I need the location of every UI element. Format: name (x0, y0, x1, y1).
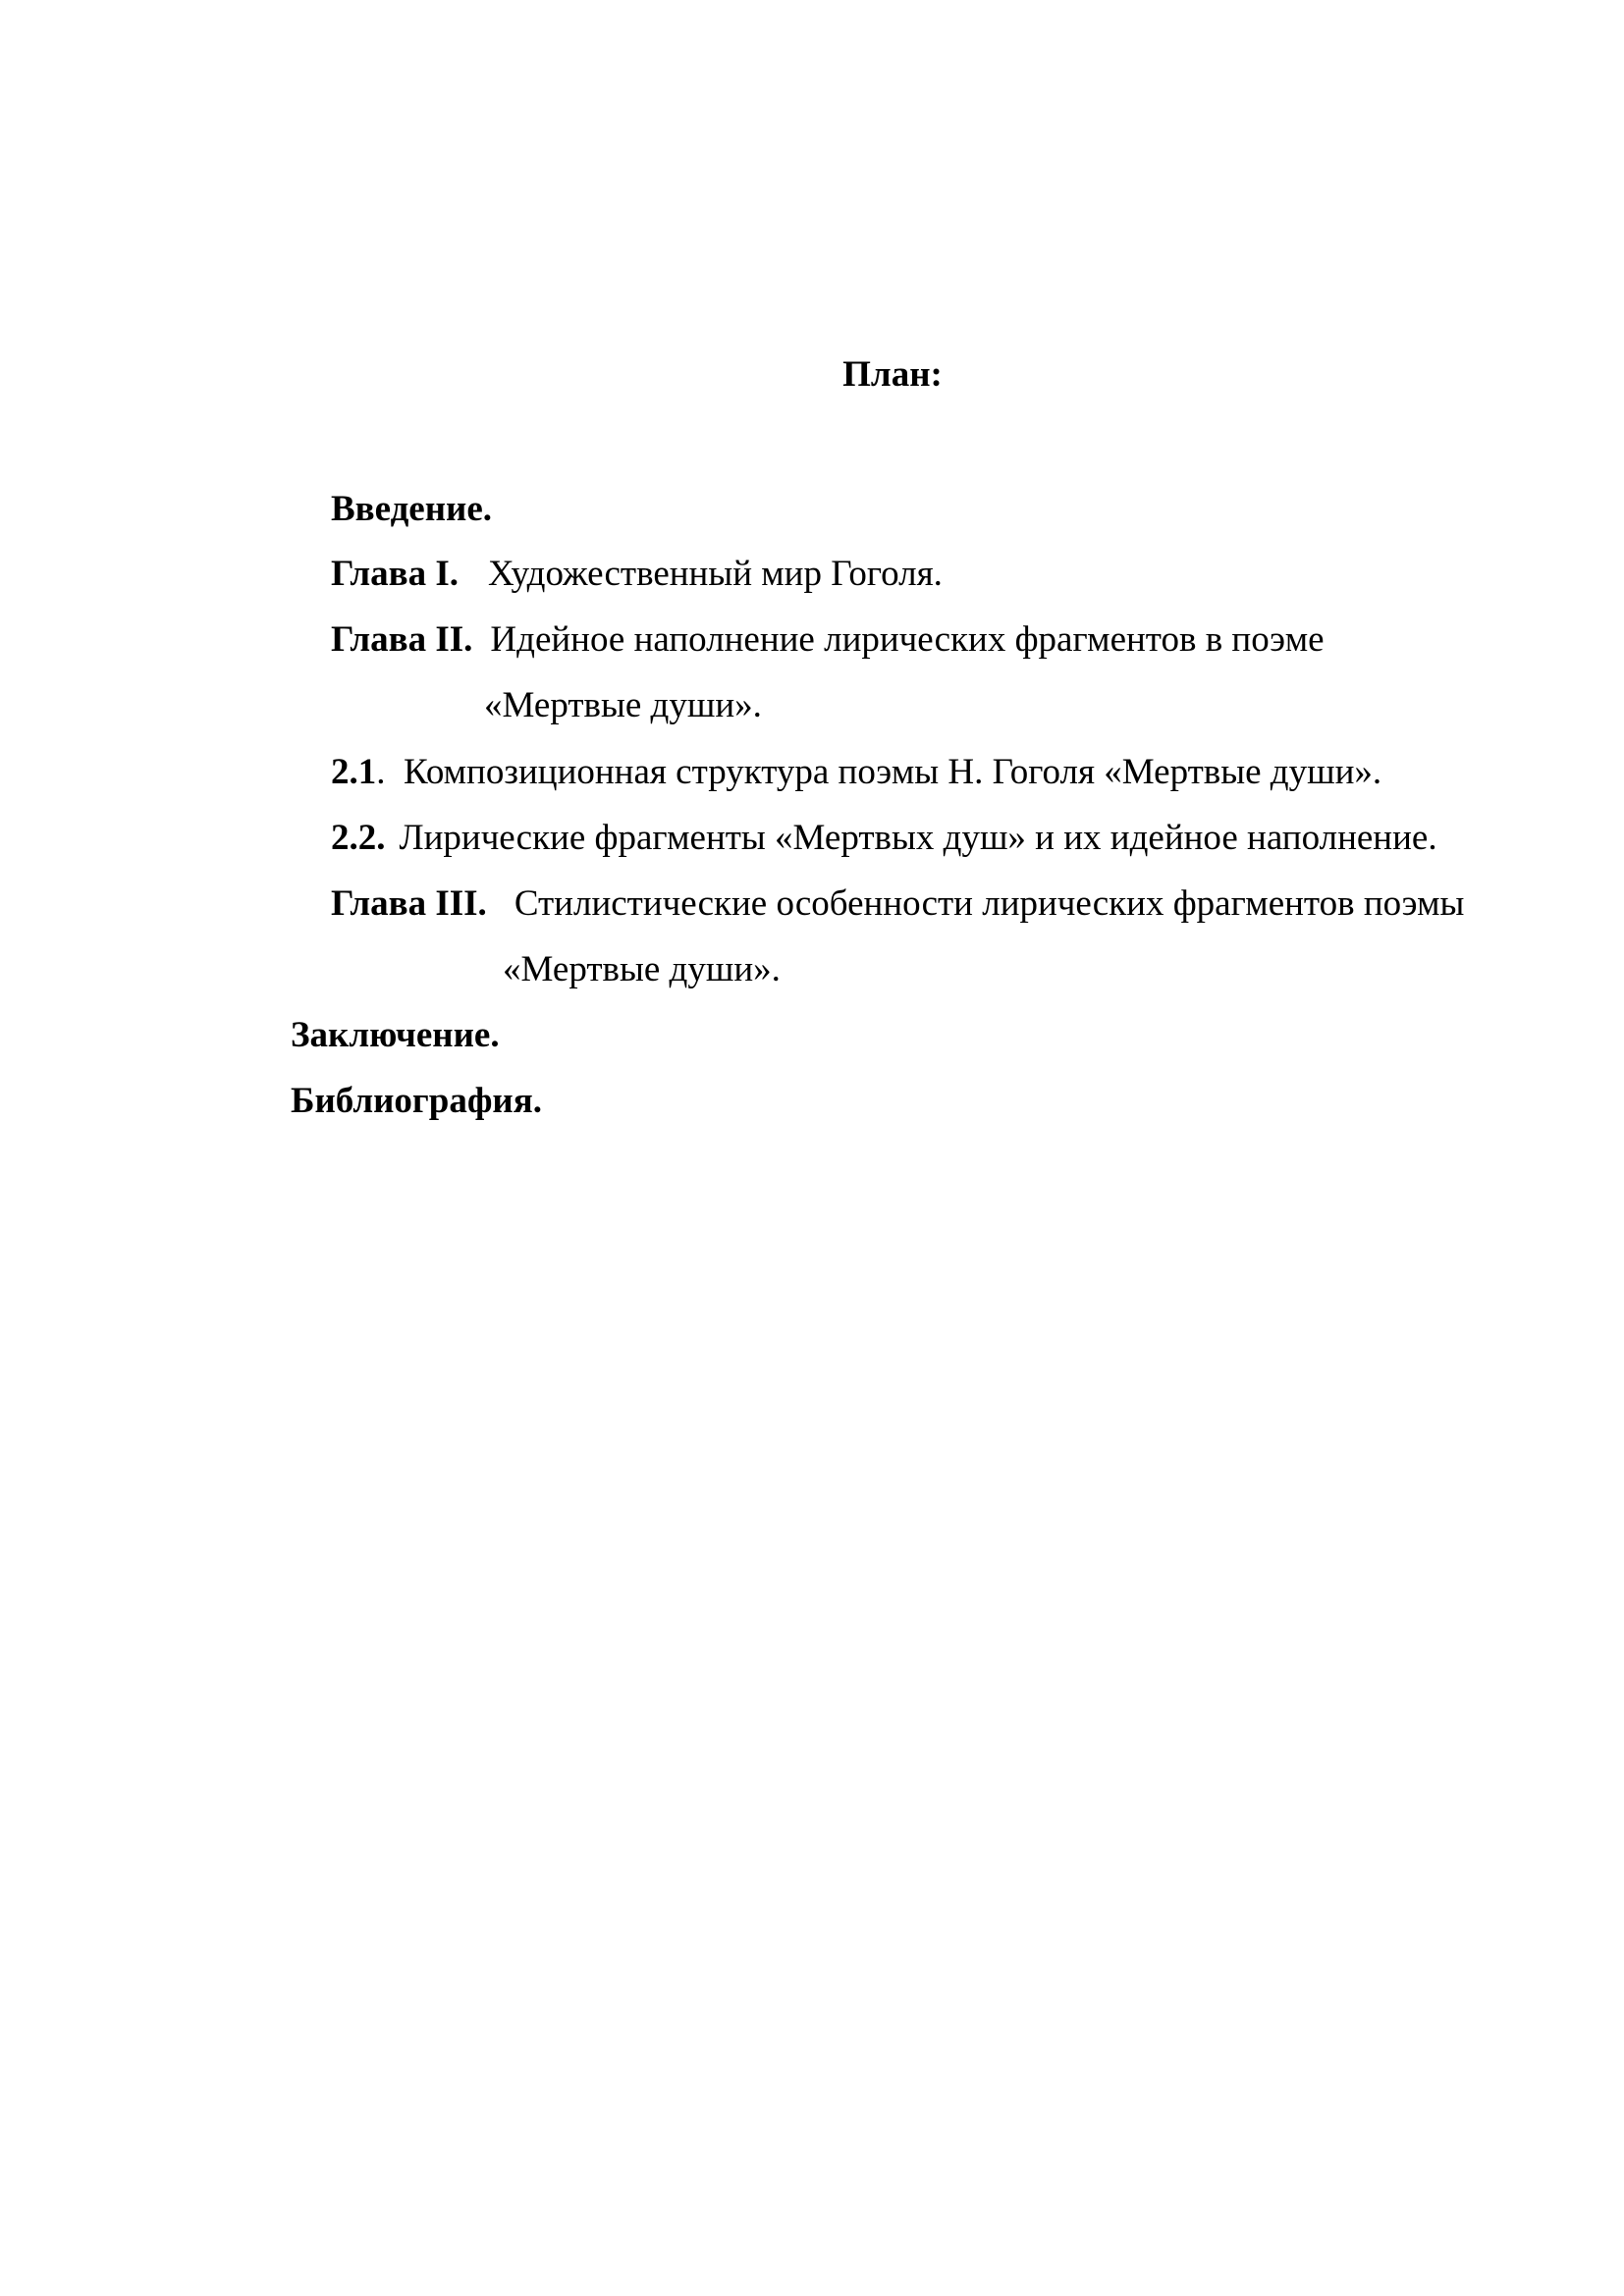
toc-item-section-2-2 (331, 817, 1437, 860)
toc-item-label: Глава I. (331, 554, 460, 594)
toc-item-label: Глава II. (331, 619, 473, 660)
toc-item-label: Заключение. (291, 1015, 500, 1055)
toc-item-text: Художественный мир Гоголя. (488, 554, 943, 594)
toc-item-chapter-1 (331, 553, 943, 596)
toc-item-chapter-3-continuation: «Мертвые души». (503, 949, 781, 989)
toc-item-chapter-2 (331, 618, 1325, 662)
toc-item-text: . Композиционная структура поэмы Н. Гоголя «Мертвые души». (376, 752, 1382, 792)
toc-item-label: 2.1 (331, 752, 377, 792)
toc-item-label: Библиография. (291, 1081, 543, 1121)
toc-item-text: Стилистические особенности лирических фрагментов поэмы (514, 883, 1465, 924)
toc-item-label: Введение. (331, 489, 493, 529)
toc-item-conclusion (291, 1014, 500, 1057)
toc-item-section-2-1 (331, 751, 1381, 794)
page-title: План: (842, 354, 943, 395)
toc-item-introduction (331, 488, 492, 531)
toc-item-label: 2.2. (331, 818, 386, 858)
toc-item-label: Глава III. (331, 883, 487, 924)
toc-item-chapter-3 (331, 882, 1464, 926)
toc-item-text: Лирические фрагменты «Мертвых душ» и их идейное наполнение. (399, 818, 1437, 858)
toc-item-chapter-2-continuation: «Мертвые души». (484, 685, 762, 725)
toc-item-text: Идейное наполнение лирических фрагментов в поэме (490, 619, 1325, 660)
toc-item-bibliography (291, 1080, 542, 1123)
